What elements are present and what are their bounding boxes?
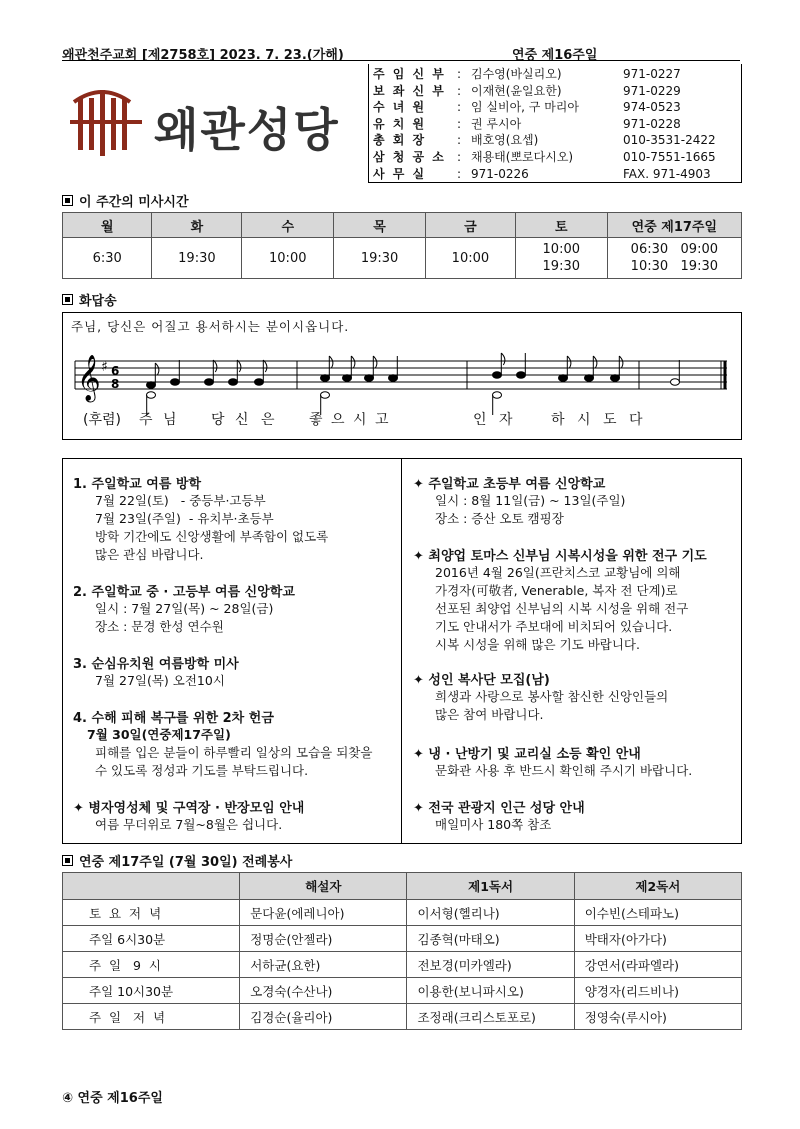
note-flag (155, 363, 159, 375)
notice-title: 3. 순심유치원 여름방학 미사 (73, 657, 239, 672)
notice-item (413, 797, 739, 834)
notice-line: 여름 무더위로 7월~8월은 쉽니다. (95, 817, 283, 832)
music-notes (147, 353, 680, 415)
staff-name: 채용태(뽀로다시오) (471, 150, 574, 164)
liturgy-name-cell: 김경순(율리아) (240, 1004, 407, 1030)
lyric-syllable: 님 (163, 412, 177, 428)
lyric-syllable: 시 (577, 412, 591, 428)
notice-line: 방학 기간에도 신앙생활에 부족함이 없도록 (95, 529, 329, 544)
staff-role: 수 녀 원 (373, 100, 427, 115)
lyric-syllable: 하 (551, 412, 565, 428)
liturgy-name-cell: 이서형(헬리나) (407, 900, 574, 926)
staff-role: 사 무 실 (373, 166, 427, 181)
liturgy-name-cell: 양경자(리드비나) (574, 978, 741, 1004)
lyric-syllable: 좋 (309, 412, 323, 428)
lyric-syllable: 주 (139, 412, 153, 428)
liturgy-name-cell: 이용한(보니파시오) (407, 978, 574, 1004)
notice-title: 1. 주일학교 여름 방학 (73, 477, 202, 492)
liturgy-name-cell: 정명순(안젤라) (240, 926, 407, 952)
staff-role: 보 좌 신 부 (373, 83, 446, 98)
lyric-syllable: 다 (629, 412, 643, 428)
liturgy-header (63, 873, 240, 900)
logo-mark-icon (66, 84, 146, 160)
staff-phone: 971-0229 (623, 83, 681, 98)
notice-line: 문화관 사용 후 반드시 확인해 주시기 바랍니다. (435, 763, 693, 778)
notice-line: 장소 : 문경 한성 연수원 (95, 619, 224, 634)
note-head (147, 382, 156, 389)
notice-line: 2016년 4월 26일(프란치스코 교황님에 의해 (435, 565, 681, 580)
note-head (517, 372, 526, 379)
lyric-syllable: 인 (473, 412, 487, 428)
liturgy-header: 제2독서 (574, 873, 741, 900)
liturgy-time-cell: 주일 6시30분 (63, 926, 240, 952)
logo-text: 왜관성당 (154, 103, 340, 157)
note-flag (329, 356, 333, 368)
notice-line: 선포된 최양업 신부님의 시복 시성을 위해 전구 (435, 601, 689, 616)
notice-line: 일시 : 8월 11일(금) ~ 13일(주일) (435, 493, 626, 508)
staff-row (373, 116, 741, 132)
notice-line: 일시 : 7월 27일(목) ~ 28일(금) (95, 601, 274, 616)
notice-line: 피해를 입은 분들이 하루빨리 일상의 모습을 되찾을 (95, 745, 373, 760)
notice-title: ✦ 냉 · 난방기 및 교리실 소등 확인 안내 (413, 747, 641, 762)
mass-time-line: 19:30 (542, 259, 580, 274)
staff-colon: : (457, 100, 462, 115)
liturgy-time-cell: 토 요 저 녁 (63, 900, 240, 926)
notice-title: ✦ 최양업 토마스 신부님 시복시성을 위한 전구 기도 (413, 549, 707, 564)
staff-row (373, 166, 741, 182)
notice-title: 4. 수해 피해 복구를 위한 2차 헌금 (73, 711, 274, 726)
lyric-syllable: 신 (235, 412, 249, 428)
liturgy-row (63, 952, 742, 978)
notice-item (413, 743, 739, 780)
lyric-syllable: 시 (353, 412, 367, 428)
staff-phone: 971-0227 (623, 67, 681, 81)
notice-item (73, 473, 395, 564)
psalm-section-title (62, 290, 117, 309)
lower-voice-note (493, 392, 502, 399)
mass-day-header: 수 (242, 213, 334, 238)
notice-item (413, 669, 739, 724)
note-flag (501, 353, 505, 365)
mass-time-cell (607, 238, 741, 279)
notice-line: 많은 참여 바랍니다. (435, 707, 544, 722)
svg-text:♯: ♯ (101, 359, 108, 375)
notice-line: 7월 30일(연중제17주일) (87, 727, 231, 742)
treble-clef-icon: 𝄞 (77, 355, 101, 401)
staff-phone: 010-7551-1665 (623, 150, 716, 164)
note-flag (373, 356, 377, 368)
mass-day-header: 연중 제17주일 (607, 213, 741, 238)
notice-item (413, 545, 739, 654)
liturgy-title-text: 연중 제17주일 (7월 30일) 전례봉사 (79, 855, 293, 870)
svg-text:8: 8 (111, 377, 120, 391)
note-head (611, 375, 620, 382)
liturgy-name-cell: 조정래(크리스토포로) (407, 1004, 574, 1030)
psalm-title-text: 화답송 (79, 294, 117, 309)
mass-time-line: 10:30 19:30 (630, 259, 718, 274)
staff-role: 유 치 원 (373, 116, 427, 131)
staff-colon: : (457, 67, 462, 81)
notice-line: 수 있도록 정성과 기도를 부탁드립니다. (95, 763, 309, 778)
liturgy-row (63, 978, 742, 1004)
note-head (343, 375, 352, 382)
notice-title: ✦ 성인 복사단 모집(남) (413, 673, 550, 688)
staff-name: 배호영(요셉) (471, 133, 539, 148)
notice-title: ✦ 주일학교 초등부 여름 신앙학교 (413, 477, 606, 492)
notices-box (62, 458, 742, 844)
mass-time-cell: 19:30 (334, 238, 426, 279)
lyric-syllable: 고 (375, 412, 389, 428)
mass-time-cell: 10:00 (425, 238, 515, 279)
liturgy-name-cell: 강연서(라파엘라) (574, 952, 741, 978)
notice-item (73, 797, 395, 834)
mass-time-cell (515, 238, 607, 279)
staff-name: 권 루시아 (471, 116, 522, 131)
lyric-syllable: 은 (261, 412, 275, 428)
staff-colon: : (457, 83, 462, 98)
note-flag (213, 360, 217, 372)
liturgy-section-title (62, 851, 292, 870)
notice-line: 가경자(可敬者, Venerable, 복자 전 단계)로 (435, 583, 678, 598)
notice-line: 시복 시성을 위해 많은 기도 바랍니다. (435, 637, 640, 652)
liturgy-time-cell: 주 일 9 시 (63, 952, 240, 978)
liturgy-row (63, 900, 742, 926)
staff-phone: FAX. 971-4903 (623, 166, 711, 181)
notice-title: 2. 주일학교 중 · 고등부 여름 신앙학교 (73, 585, 295, 600)
bullet-square-icon (62, 294, 73, 305)
liturgy-name-cell: 정영숙(루시아) (574, 1004, 741, 1030)
liturgy-time-cell: 주일 10시30분 (63, 978, 240, 1004)
notice-item (73, 581, 395, 636)
staff-colon: : (457, 116, 462, 131)
note-head (585, 375, 594, 382)
notice-item (73, 653, 395, 690)
staff-role: 삼 청 공 소 (373, 150, 446, 164)
mass-day-header: 토 (515, 213, 607, 238)
liturgy-name-cell: 전보경(미카엘라) (407, 952, 574, 978)
mass-title-text: 이 주간의 미사시간 (79, 195, 189, 210)
staff-name: 김수영(바실리오) (471, 67, 562, 81)
note-head (255, 379, 264, 386)
notice-line: 7월 22일(토) - 중등부·고등부 (95, 493, 266, 508)
note-head (321, 375, 330, 382)
bullet-square-icon (62, 855, 73, 866)
bullet-square-icon (62, 195, 73, 206)
note-head (389, 375, 398, 382)
liturgy-header: 제1독서 (407, 873, 574, 900)
lyric-syllable: 당 (211, 412, 225, 428)
liturgy-name-cell: 오경숙(수산나) (240, 978, 407, 1004)
lower-voice-note (147, 392, 156, 399)
header-divider (62, 60, 740, 61)
staff-phone: 974-0523 (623, 100, 681, 115)
lyrics-prefix: (후렴) (83, 412, 121, 428)
psalm-lyrics (63, 409, 741, 431)
parish-logo (66, 84, 356, 160)
note-head (671, 379, 680, 386)
mass-day-header: 목 (334, 213, 426, 238)
lyric-syllable: 도 (603, 412, 617, 428)
mass-time-cell: 19:30 (152, 238, 242, 279)
lyric-syllable: 자 (499, 412, 513, 428)
psalm-box (62, 312, 742, 440)
staff-directory (368, 64, 742, 183)
note-head (493, 372, 502, 379)
staff-name: 임 실비아, 구 마리아 (471, 100, 579, 115)
staff-row (373, 132, 741, 148)
note-flag (619, 356, 623, 368)
notice-title: ✦ 전국 관광지 인근 성당 안내 (413, 801, 585, 816)
liturgy-name-cell: 이수빈(스테파노) (574, 900, 741, 926)
mass-day-header: 화 (152, 213, 242, 238)
mass-time-line: 06:30 09:00 (630, 242, 718, 257)
notice-line: 7월 23일(주일) - 유치부·초등부 (95, 511, 274, 526)
lyric-syllable: 으 (331, 412, 345, 428)
mass-time-cell: 10:00 (242, 238, 334, 279)
notice-item (73, 707, 395, 780)
staff-phone: 971-0228 (623, 116, 681, 131)
staff-row (373, 149, 741, 165)
notice-line: 많은 관심 바랍니다. (95, 547, 204, 562)
liturgy-name-cell: 문다윤(에레니아) (240, 900, 407, 926)
mass-time-line: 10:00 (542, 242, 580, 257)
sunday-title: 연중 제16주일 (512, 48, 598, 63)
note-head (559, 375, 568, 382)
mass-section-title (62, 191, 189, 210)
note-flag (263, 360, 267, 372)
staff-role: 총 회 장 (373, 133, 427, 148)
staff-colon: : (457, 150, 462, 164)
svg-text:6: 6 (111, 364, 120, 378)
note-flag (593, 356, 597, 368)
staff-role: 주 임 신 부 (373, 67, 446, 81)
notice-title: ✦ 병자영성체 및 구역장 · 반장모임 안내 (73, 801, 305, 816)
liturgy-time-cell: 주 일 저 녁 (63, 1004, 240, 1030)
notice-line: 매일미사 180쪽 참조 (435, 817, 552, 832)
note-flag (351, 356, 355, 368)
notice-item (413, 473, 739, 528)
staff-name: 이재현(윤일요한) (471, 83, 562, 98)
note-flag (567, 356, 571, 368)
page-footer: ④ 연중 제16주일 (62, 1091, 163, 1106)
notice-line: 희생과 사랑으로 봉사할 참신한 신앙인들의 (435, 689, 669, 704)
liturgy-name-cell: 박태자(아가다) (574, 926, 741, 952)
issue-info: 왜관천주교회 [제2758호] 2023. 7. 23.(가해) (62, 48, 344, 63)
liturgy-row (63, 926, 742, 952)
note-head (229, 379, 238, 386)
liturgy-name-cell: 서하균(요한) (240, 952, 407, 978)
liturgy-table (62, 872, 742, 1030)
mass-day-header: 월 (63, 213, 152, 238)
liturgy-name-cell: 김종혁(마태오) (407, 926, 574, 952)
staff-name: 971-0226 (471, 166, 529, 181)
liturgy-row (63, 1004, 742, 1030)
liturgy-header: 해설자 (240, 873, 407, 900)
note-head (205, 379, 214, 386)
note-head (365, 375, 374, 382)
lower-voice-note (321, 392, 330, 399)
notice-line: 장소 : 증산 오토 캠핑장 (435, 511, 564, 526)
note-head (171, 379, 180, 386)
staff-row (373, 66, 741, 82)
notices-divider (401, 459, 402, 843)
notice-line: 7월 27일(목) 오전10시 (95, 673, 225, 688)
psalm-refrain-text: 주님, 당신은 어질고 용서하시는 분이시옵니다. (71, 319, 350, 334)
notice-line: 기도 안내서가 주보대에 비치되어 있습니다. (435, 619, 673, 634)
staff-colon: : (457, 133, 462, 148)
staff-colon: : (457, 166, 462, 181)
staff-phone: 010-3531-2422 (623, 133, 716, 148)
mass-time-cell: 6:30 (63, 238, 152, 279)
note-flag (237, 360, 241, 372)
mass-day-header: 금 (425, 213, 515, 238)
mass-schedule-table (62, 212, 742, 279)
staff-row (373, 83, 741, 99)
staff-row (373, 99, 741, 115)
